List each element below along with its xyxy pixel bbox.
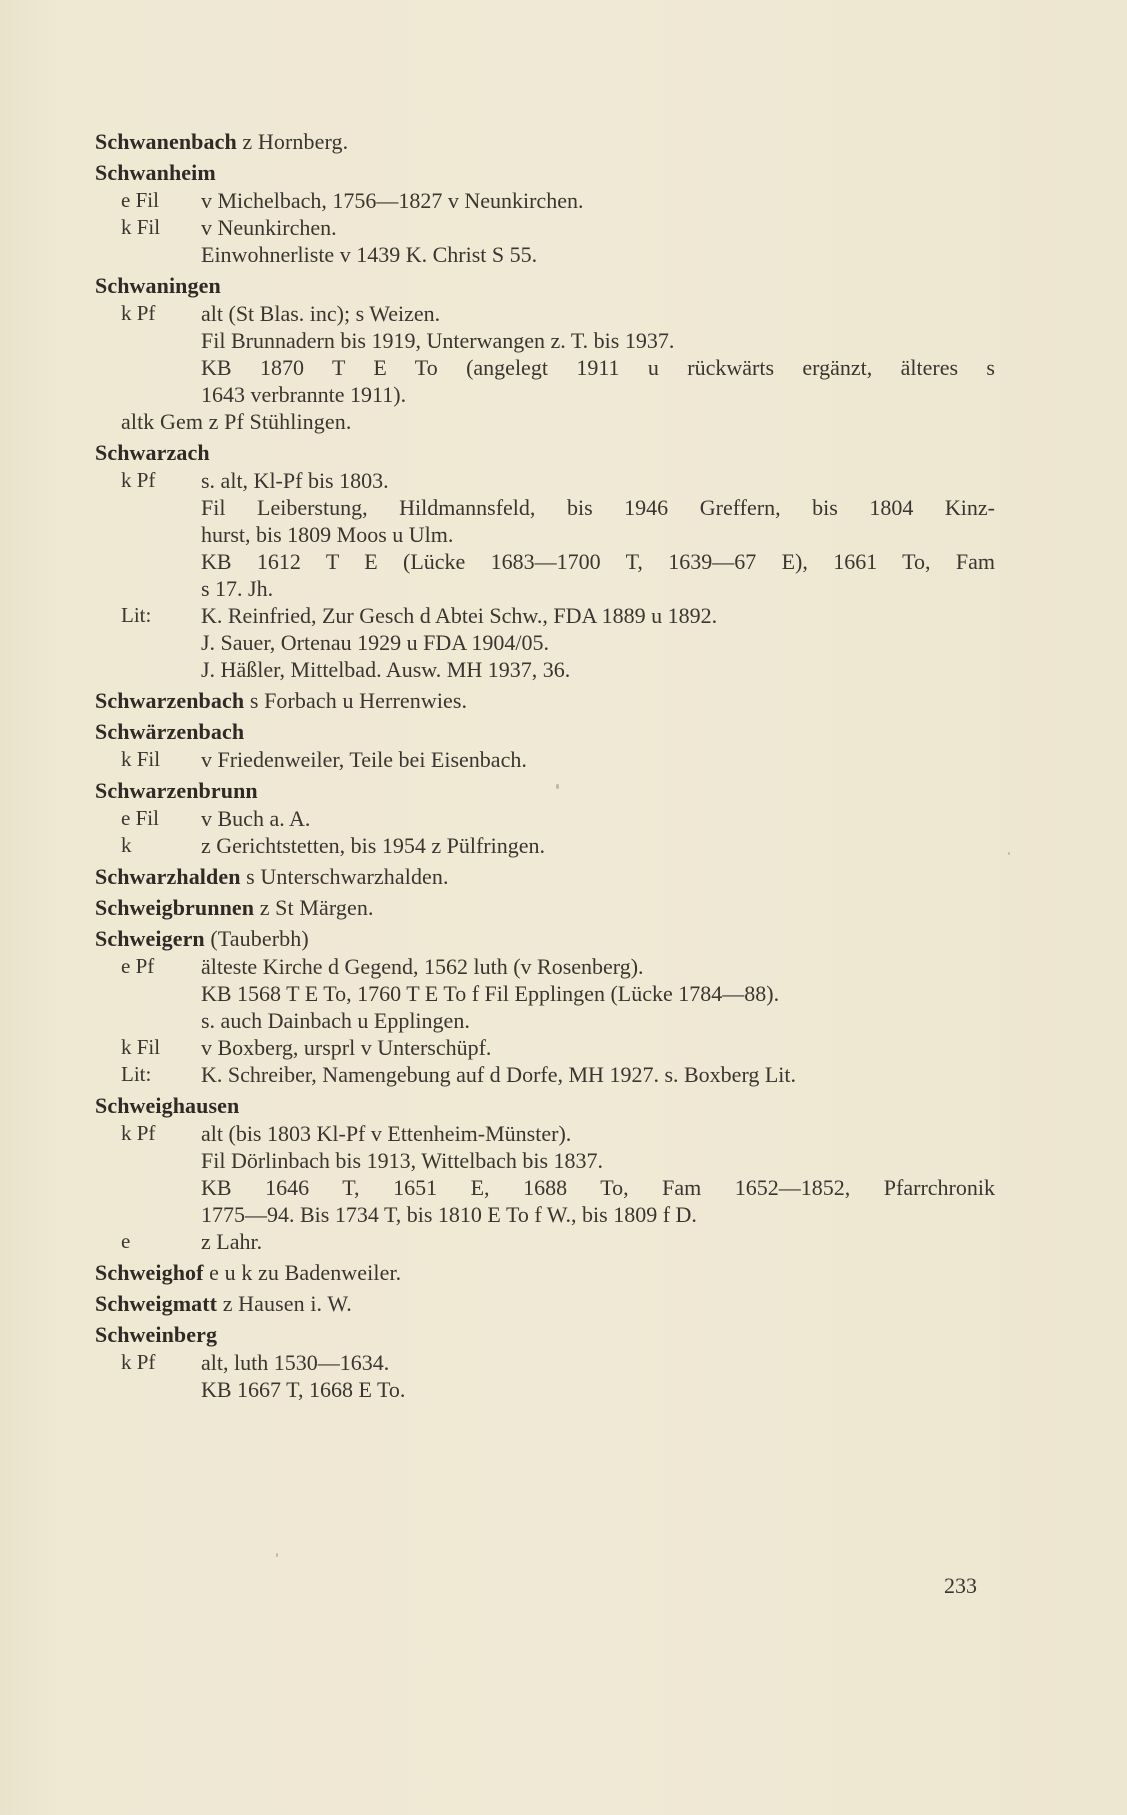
- row-text: alt, luth 1530—1634.: [201, 1350, 390, 1375]
- row-label: [95, 494, 201, 521]
- row-label: [95, 1147, 201, 1174]
- entry-heading: Schweinberg: [95, 1322, 218, 1347]
- entry-row: [95, 1147, 995, 1174]
- row-text: v Michelbach, 1756—1827 v Neunkirchen.: [201, 188, 584, 213]
- entry-schweighof: [95, 1259, 995, 1286]
- row-label: k Pf: [121, 1121, 156, 1145]
- entry-schweinberg: [95, 1321, 995, 1403]
- entry-row: [95, 214, 995, 241]
- entry-row: [95, 1061, 995, 1088]
- row-label: [95, 656, 201, 683]
- entry-row: [95, 1174, 995, 1201]
- row-text: s. alt, Kl-Pf bis 1803.: [201, 468, 389, 493]
- entry-schwanheim: [95, 159, 995, 268]
- row-label: [95, 354, 201, 381]
- row-text: Fil Dörlinbach bis 1913, Wittelbach bis 1837.: [201, 1148, 604, 1173]
- row-text: J. Häßler, Mittelbad. Ausw. MH 1937, 36.: [201, 657, 571, 682]
- row-label: [95, 521, 201, 548]
- entry-heading-line: [95, 272, 995, 299]
- entry-row: [95, 300, 995, 327]
- row-label: k Fil: [121, 215, 161, 239]
- page-number: 233: [944, 1573, 977, 1598]
- row-text: z Gerichtstetten, bis 1954 z Pülfringen.: [201, 833, 545, 858]
- entry-schwarzhalden: [95, 863, 995, 890]
- row-text: v Neunkirchen.: [201, 215, 337, 240]
- entry-row: [95, 381, 995, 408]
- entry-heading-line: [95, 1259, 995, 1286]
- entry-heading-line: [95, 1290, 995, 1317]
- entry-row: [95, 1034, 995, 1061]
- row-label: k Fil: [121, 1035, 161, 1059]
- entry-heading: Schweigern: [95, 926, 205, 951]
- row-text: z Pf Stühlingen.: [208, 409, 352, 434]
- entry-heading: Schwarzenbach: [95, 688, 245, 713]
- entry-row: [95, 548, 995, 575]
- entry-reference: e u k zu Badenweiler.: [209, 1260, 402, 1285]
- entry-row: [95, 241, 995, 268]
- row-text: J. Sauer, Ortenau 1929 u FDA 1904/05.: [201, 630, 550, 655]
- row-text: z Lahr.: [201, 1229, 263, 1254]
- entry-row: [95, 494, 995, 521]
- entry-schweigmatt: [95, 1290, 995, 1317]
- row-text: s 17. Jh.: [201, 576, 274, 601]
- entry-heading-line: [95, 439, 995, 466]
- entry-row: [95, 629, 995, 656]
- entry-schwaerzenbach: [95, 718, 995, 773]
- entry-heading: Schweigmatt: [95, 1291, 218, 1316]
- row-text: hurst, bis 1809 Moos u Ulm.: [201, 522, 454, 547]
- entry-heading: Schwärzenbach: [95, 719, 245, 744]
- entry-heading: Schwanenbach: [95, 129, 237, 154]
- row-label: k Pf: [121, 468, 156, 492]
- entry-row: [95, 746, 995, 773]
- row-label: [95, 575, 201, 602]
- gazetteer-entries: [95, 128, 995, 1407]
- row-text: älteste Kirche d Gegend, 1562 luth (v Rosenberg).: [201, 954, 644, 979]
- row-label: Lit:: [121, 603, 152, 627]
- entry-schwarzach: [95, 439, 995, 683]
- entry-row: [95, 521, 995, 548]
- entry-heading: Schwarzach: [95, 440, 210, 465]
- entry-heading: Schwanheim: [95, 160, 216, 185]
- row-label: [95, 1201, 201, 1228]
- row-text: K. Reinfried, Zur Gesch d Abtei Schw., FDA 1889 u 1892.: [201, 603, 718, 628]
- entry-qualifier: (Tauberbh): [210, 926, 309, 951]
- row-label: e Fil: [121, 188, 159, 212]
- row-label: [95, 629, 201, 656]
- row-text: Fil Leiberstung, Hildmannsfeld, bis 1946 Greffern, bis 1804 Kinz-: [201, 495, 995, 520]
- row-text: KB 1667 T, 1668 E To.: [201, 1377, 406, 1402]
- row-label: k Pf: [121, 1350, 156, 1374]
- row-text: KB 1568 T E To, 1760 T E To f Fil Epplingen (Lücke 1784—88).: [201, 981, 780, 1006]
- entry-heading-line: [95, 777, 995, 804]
- entry-reference: z Hornberg.: [242, 129, 349, 154]
- entry-row: [95, 832, 995, 859]
- entry-heading-line: [95, 863, 995, 890]
- entry-reference: s Unterschwarzhalden.: [246, 864, 449, 889]
- entry-row: [95, 354, 995, 381]
- entry-reference: z St Märgen.: [259, 895, 374, 920]
- row-text: 1643 verbrannte 1911).: [201, 382, 407, 407]
- row-text: s. auch Dainbach u Epplingen.: [201, 1008, 470, 1033]
- entry-heading-line: [95, 128, 995, 155]
- row-text: v Boxberg, ursprl v Unterschüpf.: [201, 1035, 492, 1060]
- scan-speck: [276, 1553, 278, 1557]
- row-label: Lit:: [121, 1062, 152, 1086]
- row-label: [95, 1007, 201, 1034]
- row-label: k Pf: [121, 301, 156, 325]
- entry-reference: z Hausen i. W.: [222, 1291, 352, 1316]
- row-text: KB 1870 T E To (angelegt 1911 u rückwärts ergänzt, älteres s: [201, 355, 995, 380]
- entry-heading: Schwaningen: [95, 273, 221, 298]
- entry-row: [95, 1376, 995, 1403]
- entry-row: [95, 408, 995, 435]
- entry-heading-line: [95, 1092, 995, 1119]
- entry-heading-line: [95, 159, 995, 186]
- row-label: [95, 548, 201, 575]
- entry-heading-line: [95, 687, 995, 714]
- entry-schweigern: [95, 925, 995, 1088]
- row-label: e Pf: [121, 954, 155, 978]
- entry-row: [95, 980, 995, 1007]
- entry-schwanenbach: [95, 128, 995, 155]
- entry-row: [95, 1201, 995, 1228]
- entry-row: [95, 953, 995, 980]
- row-text: alt (St Blas. inc); s Weizen.: [201, 301, 441, 326]
- entry-schweigbrunnen: [95, 894, 995, 921]
- entry-schwaningen: [95, 272, 995, 435]
- entry-heading: Schwarzhalden: [95, 864, 241, 889]
- row-label: e Fil: [121, 806, 159, 830]
- entry-row: [95, 187, 995, 214]
- entry-row: [95, 1349, 995, 1376]
- entry-schwarzenbach: [95, 687, 995, 714]
- row-text: Fil Brunnadern bis 1919, Unterwangen z. T. bis 1937.: [201, 328, 675, 353]
- row-label: [95, 381, 201, 408]
- entry-row: [95, 575, 995, 602]
- entry-row: [95, 1120, 995, 1147]
- entry-row: [95, 805, 995, 832]
- entry-heading: Schweighausen: [95, 1093, 240, 1118]
- entry-reference: s Forbach u Herrenwies.: [249, 688, 468, 713]
- entry-heading: Schweigbrunnen: [95, 895, 255, 920]
- entry-schweighausen: [95, 1092, 995, 1255]
- entry-heading: Schwarzenbrunn: [95, 778, 258, 803]
- entry-heading-line: [95, 718, 995, 745]
- row-label: k: [121, 833, 132, 857]
- entry-heading-line: [95, 925, 995, 952]
- row-text: KB 1612 T E (Lücke 1683—1700 T, 1639—67 E), 1661 To, Fam: [201, 549, 995, 574]
- row-label: e: [121, 1229, 131, 1253]
- entry-heading: Schweighof: [95, 1260, 204, 1285]
- row-text: Einwohnerliste v 1439 K. Christ S 55.: [201, 242, 538, 267]
- entry-row: [95, 1007, 995, 1034]
- row-text: K. Schreiber, Namengebung auf d Dorfe, MH 1927. s. Boxberg Lit.: [201, 1062, 797, 1087]
- entry-schwarzenbrunn: [95, 777, 995, 859]
- row-text: 1775—94. Bis 1734 T, bis 1810 E To f W., bis 1809 f D.: [201, 1202, 697, 1227]
- entry-heading-line: [95, 1321, 995, 1348]
- row-text: KB 1646 T, 1651 E, 1688 To, Fam 1652—1852, Pfarrchronik: [201, 1175, 995, 1200]
- row-label: [95, 1376, 201, 1403]
- row-label: [95, 980, 201, 1007]
- entry-row: [95, 602, 995, 629]
- row-text: alt (bis 1803 Kl-Pf v Ettenheim-Münster).: [201, 1121, 572, 1146]
- entry-heading-line: [95, 894, 995, 921]
- row-label: altk Gem: [121, 409, 204, 434]
- row-text: v Buch a. A.: [201, 806, 311, 831]
- row-label: k Fil: [121, 747, 161, 771]
- row-label: [95, 1174, 201, 1201]
- scan-speck: [1008, 852, 1010, 855]
- entry-row: [95, 656, 995, 683]
- scan-speck: [556, 784, 559, 789]
- row-text: v Friedenweiler, Teile bei Eisenbach.: [201, 747, 527, 772]
- entry-row: [95, 327, 995, 354]
- entry-row: [95, 467, 995, 494]
- entry-row: [95, 1228, 995, 1255]
- row-label: [95, 241, 201, 268]
- row-label: [95, 327, 201, 354]
